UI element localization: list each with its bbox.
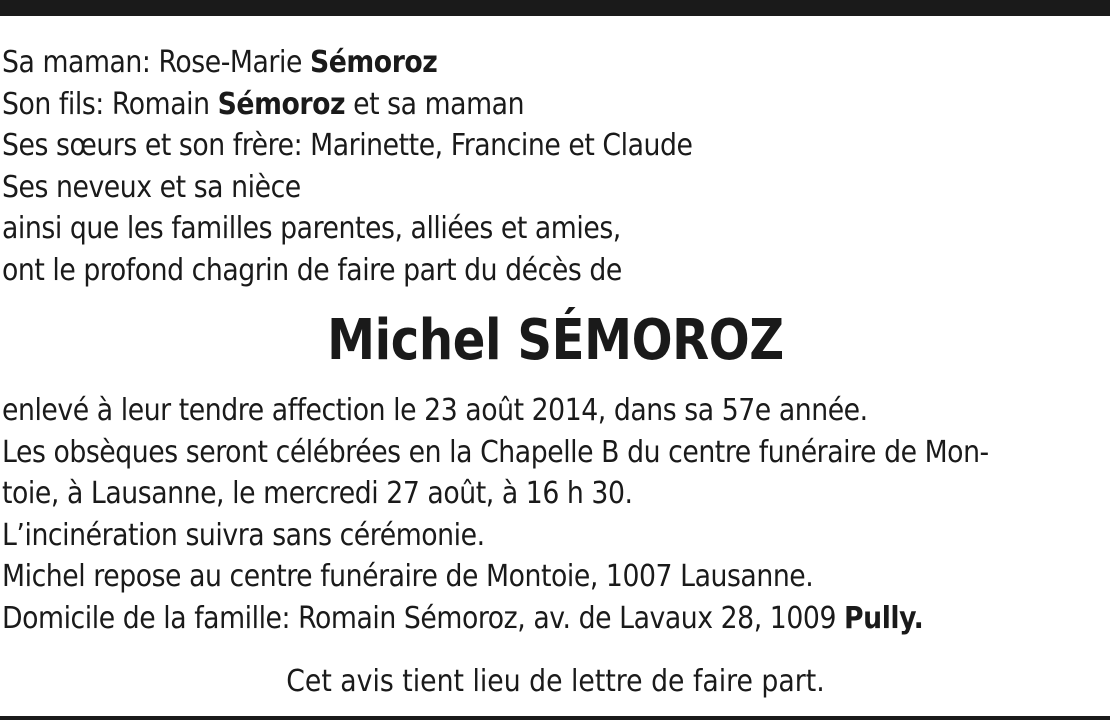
funeral-details xyxy=(2,390,1108,639)
details-line-ceremony: Les obsèques seront célébrées en la Chapelle B du centre funéraire de Mon- xyxy=(2,434,989,470)
intro-line-son: Son fils: Romain Sémoroz et sa maman xyxy=(2,86,525,122)
surname-bold: Sémoroz xyxy=(309,45,438,80)
details-line-repose: Michel repose au centre funéraire de Montoie, 1007 Lausanne. xyxy=(2,559,814,594)
surname-bold: Sémoroz xyxy=(217,86,346,122)
intro-line-siblings: Ses sœurs et son frère: Marinette, Francine et Claude xyxy=(2,128,693,163)
closing-note: Cet avis tient lieu de lettre de faire part. xyxy=(285,664,825,699)
intro-line-mother: Sa maman: Rose-Marie Sémoroz xyxy=(2,45,438,80)
deceased-name: Michel SÉMOROZ xyxy=(326,308,784,373)
intro-line-announcement: ont le profond chagrin de faire part du décès de xyxy=(2,252,622,288)
details-line-ceremony-cont: toie, à Lausanne, le mercredi 27 août, à 16 h 30. xyxy=(2,476,633,511)
intro-line-nephews: Ses neveux et sa nièce xyxy=(2,169,301,205)
details-line-address: Domicile de la famille: Romain Sémoroz, av. de Lavaux 28, 1009 Pully. xyxy=(2,600,924,636)
family-announcement xyxy=(2,42,1108,291)
town-bold: Pully. xyxy=(844,600,924,636)
top-rule xyxy=(0,0,1110,16)
details-line-death: enlevé à leur tendre affection le 23 août 2014, dans sa 57e année. xyxy=(2,393,868,428)
details-line-incineration: L’incinération suivra sans cérémonie. xyxy=(2,517,485,553)
bottom-rule xyxy=(0,716,1110,720)
intro-line-families: ainsi que les familles parentes, alliées et amies, xyxy=(2,211,621,246)
